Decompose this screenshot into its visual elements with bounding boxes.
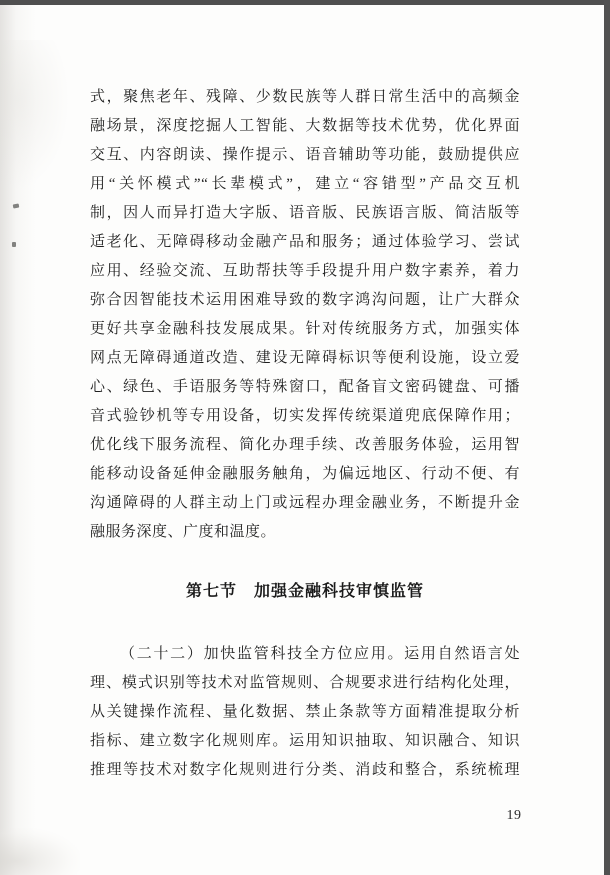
- page-number: 19: [506, 808, 522, 823]
- body-text-line: 用“关怀模式”“长辈模式”，建立“容错型”产品交互机: [90, 176, 520, 192]
- body-text-line: 沟通障碍的人群主动上门或远程办理金融业务，不断提升金: [90, 495, 520, 511]
- scan-border-top: [0, 0, 610, 5]
- body-paragraph-continuation: [90, 83, 520, 547]
- section-heading: 第七节 加强金融科技审慎监管: [185, 583, 424, 600]
- body-text-line: 更好共享金融科技发展成果。针对传统服务方式，加强实体: [90, 321, 520, 337]
- body-text-line: 从关键操作流程、量化数据、禁止条款等方面精准提取分析: [90, 704, 520, 720]
- body-text-line: 应用、经验交流、互助帮扶等手段提升用户数字素养，着力: [90, 263, 520, 279]
- body-text-line: 制，因人而异打造大字版、语音版、民族语言版、简洁版等: [90, 205, 520, 221]
- body-text-line: 音式验钞机等专用设备，切实发挥传统渠道兜底保障作用；: [90, 408, 520, 424]
- scan-blotch: [0, 828, 80, 875]
- body-text-line: 指标、建立数字化规则库。运用知识抽取、知识融合、知识: [90, 733, 520, 749]
- body-text-line: 推理等技术对数字化规则进行分类、消歧和整合，系统梳理: [90, 762, 520, 778]
- scan-blotch: [0, 40, 70, 190]
- body-text-line: 优化线下服务流程、简化办理手续、改善服务体验，运用智: [90, 437, 520, 453]
- scan-border-right: [604, 0, 610, 875]
- body-text-line: 式，聚焦老年、残障、少数民族等人群日常生活中的高频金: [90, 89, 520, 105]
- body-text-line: 融服务深度、广度和温度。: [90, 524, 277, 540]
- body-text-line: 交互、内容朗读、操作提示、语音辅助等功能，鼓励提供应: [90, 147, 520, 163]
- body-text-line: 适老化、无障碍移动金融产品和服务；通过体验学习、尝试: [90, 234, 520, 250]
- body-text-line: 能移动设备延伸金融服务触角，为偏远地区、行动不便、有: [90, 466, 520, 482]
- body-text-line: 网点无障碍通道改造、建设无障碍标识等便利设施，设立爱: [90, 350, 520, 366]
- scan-speck: [12, 242, 16, 247]
- body-text-line: 理、模式识别等技术对监管规则、合规要求进行结构化处理，: [90, 675, 520, 691]
- body-text-line: 弥合因智能技术运用困难导致的数字鸿沟问题，让广大群众: [90, 292, 520, 308]
- body-text-line: 心、绿色、手语服务等特殊窗口，配备盲文密码键盘、可播: [90, 379, 520, 395]
- body-text-line: 融场景，深度挖掘人工智能、大数据等技术优势，优化界面: [90, 118, 520, 134]
- body-text-line: （二十二）加快监管科技全方位应用。运用自然语言处: [120, 646, 520, 662]
- body-paragraph: [90, 640, 520, 785]
